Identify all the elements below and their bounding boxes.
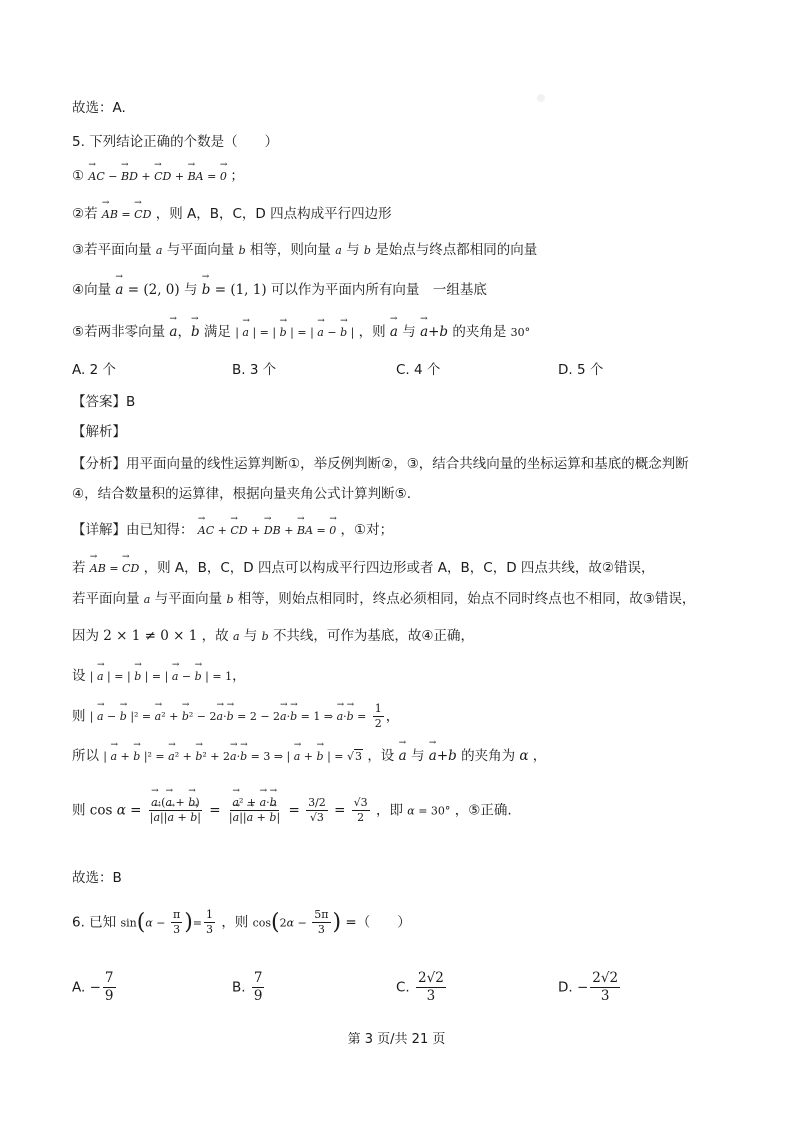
xiangjie-line-6: 则 | → a − → b |² = → a² + → b² − 2→ a·→ b = 2 − 2→ a·→ b = 1 ⇒ → a·→ b = $\frac{1}{2}$ ，: [72, 702, 399, 731]
q5-item-1: ① → AC − → BD + → CD + → BA = → 0 ；: [72, 164, 244, 184]
answer-line: [72, 390, 135, 410]
q5-item-3: ③若平面向量 a 与平面向量 b 相等，则向量 a 与 b 是始点与终点都相同的向量: [72, 242, 538, 258]
answer-tag: 【答案】: [72, 394, 126, 410]
q5-option-c: C. 4 个: [396, 362, 441, 378]
q6-option-c: C. $\frac{2√2}{3}$: [396, 970, 444, 1004]
q6-option-d: D. − $\frac{2√2}{3}$: [558, 970, 619, 1004]
xiangjie-line-8: 则 cos α = → $\frac{a\cdot(\to a + \to b)}{|\to a||\to a + \to b|}$ = → $\frac{\text{a² + → a·→ b}}{|\to a||\to a + \to b|}$ = $\frac{3/2}{√3}$ = $\frac{√3}{2}$ ，即 α = 30° ，⑤正确.: [72, 796, 512, 825]
previous-answer: 故选：A.: [72, 100, 126, 116]
xiangjie-line-4: 因为 2 × 1 ≠ 0 × 1 ，故 a 与 b 不共线，可作为基底，故④正确，: [72, 628, 475, 644]
q6-option-a: A. − $\frac{7}{9}$: [72, 970, 114, 1004]
q5-option-b: B. 3 个: [232, 362, 277, 378]
question-5-stem: 5. 下列结论正确的个数是（ ）: [72, 134, 279, 150]
xiangjie-line-1: 【详解】由已知得： → AC + → CD + → DB + → BA = → 0 ，①对；: [72, 518, 393, 538]
q6-option-b: B. $\frac{7}{9}$: [232, 970, 263, 1004]
xiangjie-line-3: 若平面向量 a 与平面向量 b 相等，则始点相同时，终点必须相同，始点不同时终点也不相同，故③错误，: [72, 591, 696, 607]
xiangjie-line-5: 设 | → a | = | → b | = | → a − → b | = 1，: [72, 664, 246, 684]
xiangjie-line-2: 若 → AB = → CD ，则 A，B，C，D 四点可以构成平行四边形或者 A，B，C，D 四点共线，故②错误，: [72, 556, 655, 576]
q5-item-5: ⑤若两非零向量 → a，→ b 满足 | → a | = | → b | = | → a − → b | ，则 → a 与 → a+b 的夹角是 30°: [72, 320, 530, 340]
q5-option-a: A. 2 个: [72, 362, 116, 378]
fenxi-line-1: 【分析】用平面向量的线性运算判断①，举反例判断②，③，结合共线向量的坐标运算和基底的概念判断: [72, 456, 689, 472]
question-6-stem: 6. 已知 sin(α − $\frac{\pi}{3}$ )= $\frac{1}{3}$ ，则 cos(2α − $\frac{5\pi}{3}$ ) =（ ）: [72, 908, 411, 936]
scan-speck: [537, 94, 545, 102]
answer-value: B: [126, 394, 136, 410]
xiangjie-line-7: 所以 | → a + → b |² = → a² + → b² + 2→ a·→ b = 3 ⇒ | → a + → b | = √3 ，设 → a 与 → a+b 的夹角为 α ，: [72, 744, 546, 764]
q5-item-4: ④向量 → a = (2, 0) 与 → b = (1, 1) 可以作为平面内所有向量 一组基底: [72, 278, 487, 298]
analysis-tag: 【解析】: [72, 424, 126, 440]
conclusion: 故选：B: [72, 870, 122, 886]
q5-item-2: ②若 → AB = → CD ，则 A，B，C，D 四点构成平行四边形: [72, 202, 392, 222]
page-footer: 第 3 页/共 21 页: [347, 1032, 446, 1047]
fenxi-line-2: ④，结合数量积的运算律，根据向量夹角公式计算判断⑤.: [72, 486, 411, 502]
q5-option-d: D. 5 个: [558, 362, 604, 378]
